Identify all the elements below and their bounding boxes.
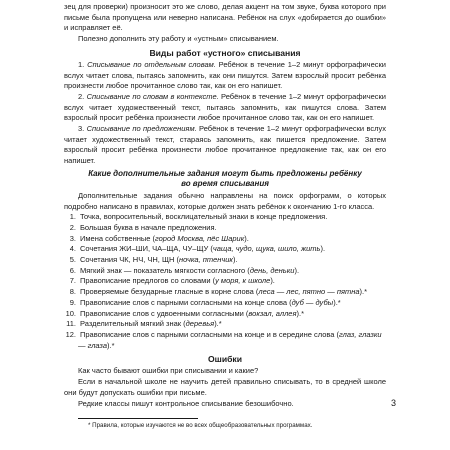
paragraph-errors-question: Как часто бывают ошибки при списывании и какие? (78, 366, 259, 376)
paragraph-continued: зец для проверки) произносит это же слово, делая акцент на том звуке, буква которого при письме была пропущена или неверно написана. Ребёнок на слух «добирается до ошибки» и исправляет её. (64, 2, 386, 33)
page-number: 3 (390, 398, 396, 408)
type-item-1: 1. Списывание по отдельным словам. Ребёнок в течение 1–2 минут орфографически вслух читает слова, пытаясь запомнить, как они пишутся. Затем взрослый просит ребёнка произнести любое прочитанное слово так, как он его напишет. (64, 59, 386, 91)
list-item: 2. Большая буква в начале предложения. (69, 222, 217, 232)
heading-errors: Ошибки (207, 354, 243, 365)
list-item: 9. Правописание слов с парными согласными на конце слова (дуб — дубы).* (69, 297, 341, 307)
list-item: 3. Имена собственные (город Москва, пёс Шарик). (69, 233, 249, 243)
paragraph-errors-school: Если в начальной школе не научить детей правильно списывать, то в средней школе они будут допускать ошибки при письме. (64, 377, 386, 397)
type-item-2: 2. Списывание по словам в контексте. Ребёнок в течение 1–2 минут орфографически вслух читает художественный текст, пытаясь запомнить, как пишутся слова. Затем взрослый просит ребёнка произнести любое прочитанное слово так, как он его напишет. (64, 91, 386, 123)
list-item: 8. Проверяемые безударные гласные в корне слова (леса — лес, пятно — пятна).* (69, 287, 368, 297)
footnote-divider (78, 418, 198, 419)
list-item: 7. Правописание предлогов со словами (у моря, к школе). (69, 276, 275, 286)
paragraph-oral-copying-intro: Полезно дополнить эту работу и «устным» списыванием. (78, 34, 279, 44)
list-item: 1. Точка, вопросительный, восклицательный знаки в конце предложения. (69, 212, 328, 222)
heading-additional-tasks: Какие дополнительные задания могут быть предложены ребёнку во время списывания (88, 168, 362, 189)
paragraph-additional-tasks-intro: Дополнительные задания обычно направлены на поиск орфограмм, о которых подробно написано в правилах, которые должен знать ребёнок к окончанию 1-го класса. (64, 190, 386, 211)
heading-oral-copying-types: Виды работ «устного» списывания (149, 47, 301, 58)
list-item: 10. Правописание слов с удвоенными согласными (вокзал, аллея).* (65, 308, 304, 318)
type-item-1-title: Списывание по отдельным словам. (87, 59, 216, 69)
list-item: 6. Мягкий знак — показатель мягкости согласного (день, деньки). (69, 265, 300, 275)
list-item: 11. Разделительный мягкий знак (деревья).* (66, 319, 222, 329)
list-item: 5. Сочетания ЧК, НЧ, ЧН, ЩН (ночка, птенчик). (69, 255, 238, 265)
type-item-3-title: Списывание по предложениям. (86, 124, 197, 134)
list-item: 4. Сочетания ЖИ–ШИ, ЧА–ЩА, ЧУ–ЩУ (чаща, чудо, щука, шило, жить). (69, 244, 326, 254)
orthogram-list (64, 212, 386, 351)
footnote: * Правила, которые изучаются не во всех общеобразовательных программах. (88, 422, 313, 430)
type-item-2-title: Списывание по словам в контексте. (86, 91, 219, 101)
paragraph-errors-classes: Редкие классы пишут контрольное списывание безошибочно. (78, 398, 294, 408)
list-item: 12. Правописание слов с парными согласными на конце и в середине слова (глаз, глазки — глаза).* (65, 329, 382, 350)
type-item-3: 3. Списывание по предложениям. Ребёнок в течение 1–2 минут орфографически вслух читает художественный текст, стараясь запомнить, как пишется предложение. Затем взрослый просит ребёнка произнести любое прочитанное предложение так, как он его напишет. (64, 124, 386, 166)
